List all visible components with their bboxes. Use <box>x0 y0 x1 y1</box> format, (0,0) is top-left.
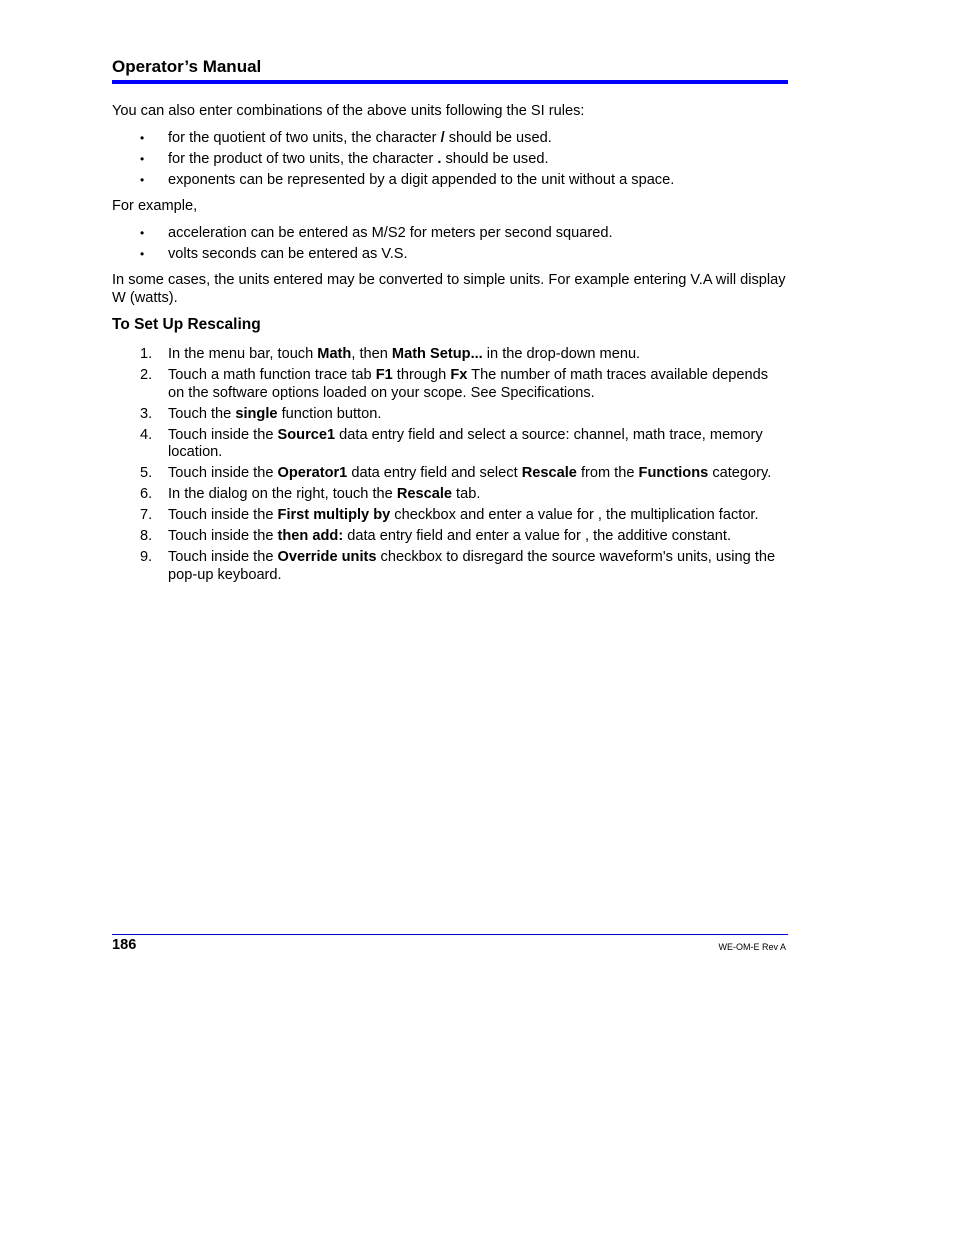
step-item: 9. Touch inside the Override units checkbox to disregard the source waveform's units, using the pop-up keyboard. <box>140 549 776 583</box>
for-example-label: For example, <box>112 198 198 214</box>
step-number: 9. <box>140 549 153 565</box>
bold-term: F1 <box>375 367 393 383</box>
header-rule <box>112 80 788 84</box>
bold-term: Math Setup... <box>391 346 483 362</box>
bullet-icon: • <box>140 172 145 187</box>
bullet-icon: • <box>140 151 145 166</box>
step-item: 5. Touch inside the Operator1 data entry field and select Rescale from the Functions category. <box>140 465 772 481</box>
step-number: 4. <box>140 426 153 443</box>
page-number: 186 <box>112 937 137 953</box>
page-title: Operator’s Manual <box>112 57 262 76</box>
step-number: 8. <box>140 528 153 544</box>
list-item: • acceleration can be entered as M/S2 for meters per second squared. <box>140 224 613 241</box>
list-item: • for the quotient of two units, the character / should be used. <box>140 129 552 146</box>
document-id: WE-OM-E Rev A <box>718 942 786 952</box>
page-header <box>112 57 788 84</box>
step-number: 6. <box>140 486 153 502</box>
step-number: 1. <box>140 346 153 362</box>
bold-term: / <box>440 129 445 146</box>
intro-paragraph: You can also enter combinations of the above units following the SI rules: <box>112 103 585 119</box>
step-number: 7. <box>140 507 153 523</box>
list-item: • for the product of two units, the character . should be used. <box>140 150 549 167</box>
si-rules-list <box>112 130 788 190</box>
step-item: 7. Touch inside the First multiply by checkbox and enter a value for , the multiplication factor. <box>140 507 759 523</box>
step-number: 2. <box>140 367 153 383</box>
step-item: 3. Touch the single function button. <box>140 405 382 422</box>
step-item: 4. Touch inside the Source1 data entry field and select a source: channel, math trace, memory location. <box>140 426 763 460</box>
bold-term: Operator1 <box>277 465 348 481</box>
step-number: 5. <box>140 465 153 481</box>
step-item: 1. In the menu bar, touch Math, then Math Setup... in the drop-down menu. <box>140 346 641 362</box>
bold-term: single <box>235 405 278 422</box>
main-content <box>112 103 788 588</box>
page-footer <box>112 934 788 953</box>
bold-term: Math <box>317 346 352 362</box>
bold-term: . <box>437 150 442 167</box>
bullet-icon: • <box>140 130 145 145</box>
bold-term: First multiply by <box>277 507 391 523</box>
bold-term: Override units <box>277 549 377 565</box>
bold-term: Fx <box>450 367 468 383</box>
bold-term: then add: <box>277 528 344 544</box>
rescaling-steps-list <box>112 346 788 584</box>
list-item: • volts seconds can be entered as V.S. <box>140 245 408 262</box>
note-paragraph: In some cases, the units entered may be converted to simple units. For example entering V.A will display W (watts). <box>112 272 786 306</box>
bold-term: Rescale <box>521 465 577 481</box>
bold-term: Source1 <box>277 426 336 443</box>
step-number: 3. <box>140 405 153 422</box>
section-heading: To Set Up Rescaling <box>112 316 261 333</box>
bullet-icon: • <box>140 225 145 240</box>
bullet-icon: • <box>140 246 145 261</box>
bold-term: Rescale <box>396 486 452 502</box>
step-item: 6. In the dialog on the right, touch the Rescale tab. <box>140 486 481 502</box>
step-item: 2. Touch a math function trace tab F1 through Fx The number of math traces available depends on the software options loaded on your scope. See Specifications. <box>140 367 769 401</box>
bold-term: Functions <box>638 465 709 481</box>
examples-list <box>112 225 788 264</box>
list-item: • exponents can be represented by a digit appended to the unit without a space. <box>140 171 675 188</box>
step-item: 8. Touch inside the then add: data entry field and enter a value for , the additive constant. <box>140 528 731 544</box>
